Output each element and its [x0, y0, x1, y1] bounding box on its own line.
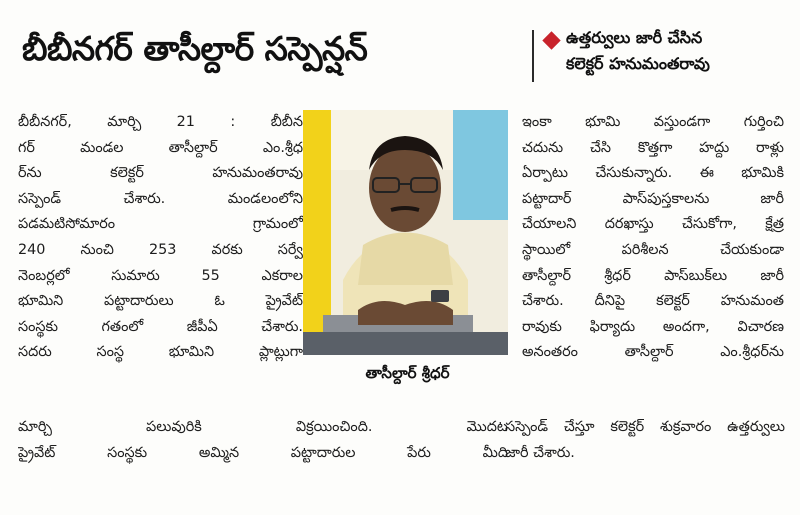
body-line: తాసీల్దార్ శ్రీధర్ పాస్‌బుక్‌లు జారీ: [522, 267, 784, 284]
body-line: సదరు సంస్థ భూమిని ప్లాట్లుగా: [18, 344, 303, 361]
article-column-right-bottom: [505, 415, 785, 466]
subheadline: [566, 25, 791, 76]
body-line: మార్చి పలువురికి విక్రయించింది. మొదట: [18, 419, 508, 435]
tahsildar-portrait-image: [303, 110, 508, 355]
body-line: 240 నుంచి 253 వరకు సర్వే: [18, 241, 303, 258]
body-line: ర్‌ను కలెక్టర్ హనుమంతరావు: [18, 165, 303, 182]
body-line: చదును చేసి కొత్తగా హద్దు రాళ్లు: [522, 139, 784, 156]
article-column-left-bottom: [18, 415, 508, 466]
body-line: ఏర్పాటు చేసుకున్నారు. ఈ భూమికి: [522, 165, 784, 182]
body-line: గర్ మండల తాసీల్దార్ ఎం.శ్రీధ: [18, 139, 303, 156]
body-line: ఇంకా భూమి వస్తుండగా గుర్తించి: [522, 114, 784, 130]
reporter-photo: [303, 110, 508, 355]
body-line: సస్పెండ్ చేస్తూ కలెక్టర్ శుక్రవారం ఉత్తర్వులు: [505, 419, 785, 435]
subheadline-line: ఉత్తర్వులు జారీ చేసిన: [566, 28, 703, 47]
body-line: చేశారు. దీనిపై కలెక్టర్ హనుమంత: [522, 293, 784, 310]
body-line: చేయాలని దరఖాస్తు చేసుకోగా, క్షేత్ర: [522, 216, 784, 233]
headline: బీబీనగర్ తాసీల్దార్ సస్పెన్షన్: [22, 29, 368, 68]
body-line: బీబీనగర్, మార్చి 21 : బీబీన: [18, 114, 303, 130]
body-line: సస్పెండ్ చేశారు. మండలంలోని: [18, 190, 303, 207]
headline-divider: [532, 30, 534, 82]
article-column-left: [18, 110, 303, 366]
photo-caption: తాసీల్దార్ శ్రీధర్: [365, 364, 450, 382]
body-line: రావుకు ఫిర్యాదు అందగా, విచారణ: [522, 318, 784, 335]
body-line: జారీ చేశారు.: [505, 444, 575, 461]
body-line: ప్రైవేట్ సంస్థకు అమ్మిన పట్టాదారుల పేరు మీది: [18, 444, 508, 461]
body-line: నెంబర్లలో సుమారు 55 ఎకరాల: [18, 267, 303, 284]
diamond-bullet-icon: [542, 31, 560, 49]
body-line: స్థాయిలో పరిశీలన చేయకుండా: [522, 241, 784, 258]
body-line: పట్టాదార్ పాస్‌పుస్తకాలను జారీ: [522, 190, 784, 207]
body-line: అనంతరం తాసీల్దార్ ఎం.శ్రీధర్‌ను: [522, 344, 784, 361]
body-line: సంస్థకు గతంలో జీపీఏ చేశారు.: [18, 318, 303, 335]
body-line: పడమటిసోమారం గ్రామంలో: [18, 216, 303, 233]
body-line: భూమిని పట్టాదారులు ఓ ప్రైవేట్: [18, 293, 303, 310]
subheadline-line: కలెక్టర్ హనుమంతరావు: [566, 53, 710, 73]
article-column-right: [522, 110, 784, 366]
